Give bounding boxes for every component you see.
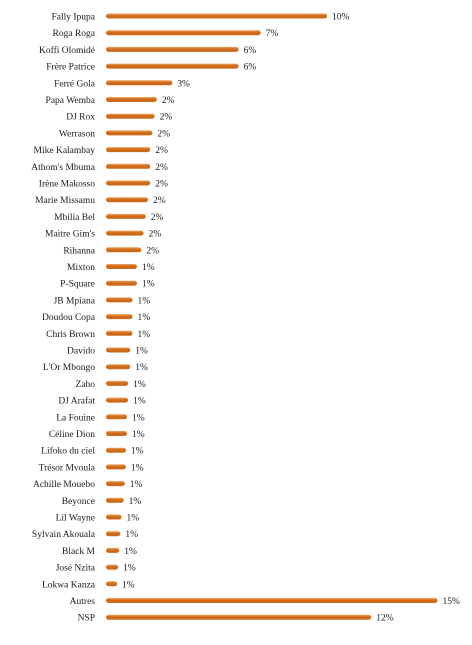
category-label: DJ Arafat	[58, 396, 95, 407]
category-labels	[31, 13, 96, 624]
value-label: 1%	[137, 313, 151, 324]
bar	[106, 297, 133, 302]
bar	[106, 498, 124, 503]
bar	[106, 30, 261, 35]
value-label: 2%	[161, 96, 175, 106]
value-label: 1%	[137, 329, 151, 340]
value-label: 2%	[148, 229, 162, 240]
value-label: 1%	[125, 530, 139, 541]
bar	[106, 431, 127, 436]
bar	[106, 47, 239, 52]
category-label: Koffi Olomidé	[38, 45, 95, 56]
category-label: NSP	[77, 613, 95, 624]
value-label: 15%	[442, 597, 460, 607]
bar	[106, 264, 137, 269]
category-label: Lifoko du ciel	[41, 446, 95, 457]
bar	[106, 164, 150, 169]
category-label: Ferré Gola	[54, 79, 95, 90]
category-label: Chris Brown	[46, 329, 95, 340]
category-label: L'Or Mbongo	[42, 363, 95, 374]
bar	[106, 581, 117, 586]
bar	[106, 464, 126, 469]
bar	[106, 364, 130, 369]
bar	[106, 80, 172, 85]
bar	[106, 147, 150, 152]
bar	[106, 331, 133, 336]
value-label: 2%	[157, 129, 171, 140]
category-label: Mike Kalambay	[33, 146, 95, 157]
bar	[106, 281, 137, 286]
bar	[106, 14, 327, 19]
category-label: Rihanna	[63, 246, 95, 257]
category-label: Céline Dion	[48, 430, 95, 440]
value-label: 2%	[150, 212, 164, 223]
value-label: 10%	[332, 12, 350, 23]
category-label: Fally Ipupa	[51, 12, 95, 23]
category-label: Lil Wayne	[55, 513, 95, 524]
category-label: Papa Wemba	[45, 96, 95, 106]
category-label: Maitre Gim's	[45, 229, 95, 240]
bar	[106, 181, 150, 186]
bar	[106, 531, 120, 536]
bar	[106, 214, 146, 219]
bar	[106, 548, 119, 553]
value-label: 2%	[146, 246, 160, 257]
value-label: 2%	[155, 146, 168, 157]
category-label: Black M	[62, 546, 95, 557]
value-label: 1%	[123, 563, 136, 574]
value-label: 1%	[133, 396, 146, 407]
category-label: Davido	[67, 346, 95, 357]
value-label: 7%	[265, 29, 279, 40]
category-label: La Fouine	[56, 413, 95, 424]
bar	[106, 231, 144, 236]
value-label: 2%	[159, 112, 173, 123]
category-label: Irène Makosso	[38, 179, 95, 190]
bar	[106, 598, 438, 603]
bar	[106, 247, 141, 252]
value-labels	[122, 13, 460, 624]
category-label: José Nzita	[55, 563, 95, 574]
value-label: 1%	[133, 379, 146, 390]
category-label: Autres	[69, 597, 95, 607]
value-label: 1%	[135, 346, 148, 357]
bar	[106, 481, 125, 486]
value-label: 1%	[130, 446, 144, 457]
bar	[106, 348, 130, 353]
bar	[106, 414, 127, 419]
value-label: 2%	[152, 196, 166, 207]
category-label: Mixton	[67, 263, 95, 273]
value-label: 1%	[122, 580, 135, 591]
value-label: 1%	[131, 430, 145, 440]
value-label: 1%	[141, 263, 155, 273]
category-label: Trésor Mvoula	[38, 463, 95, 474]
value-label: 1%	[130, 463, 144, 474]
value-label: 1%	[129, 480, 143, 491]
category-label: DJ Rox	[66, 112, 95, 123]
bar	[106, 64, 239, 69]
value-label: 1%	[141, 279, 155, 290]
category-label: Werrason	[58, 129, 95, 140]
value-label: 1%	[137, 296, 151, 307]
value-label: 2%	[155, 162, 168, 173]
bar	[106, 565, 118, 570]
category-label: Frère Patrice	[46, 62, 95, 73]
value-label: 12%	[376, 613, 394, 624]
category-label: Doudou Copa	[41, 313, 95, 324]
category-label: Roga Roga	[52, 29, 95, 40]
bar	[106, 398, 128, 403]
value-label: 3%	[177, 79, 190, 90]
value-label: 1%	[124, 546, 137, 557]
category-label: Athom's Mbuma	[31, 162, 95, 173]
category-label: JB Mpiana	[53, 296, 95, 307]
bar	[106, 615, 371, 620]
bar	[106, 381, 128, 386]
value-label: 1%	[126, 513, 140, 524]
value-label: 2%	[155, 179, 168, 190]
value-label: 1%	[135, 363, 148, 374]
bar	[106, 130, 152, 135]
bar	[106, 448, 126, 453]
category-label: Achille Mouebo	[32, 480, 95, 491]
value-label: 6%	[243, 62, 257, 73]
bar	[106, 197, 148, 202]
category-label: Lokwa Kanza	[41, 580, 95, 591]
value-label: 1%	[131, 413, 145, 424]
value-label: 1%	[128, 496, 142, 507]
category-label: Mbilia Bel	[54, 212, 95, 223]
category-label: Sylvain Akouala	[31, 530, 95, 541]
bar	[106, 97, 157, 102]
bars	[106, 14, 438, 620]
bar	[106, 515, 121, 520]
category-label: Marie Missamu	[35, 196, 95, 207]
category-label: Beyonce	[61, 496, 95, 507]
bar	[106, 314, 133, 319]
bar	[106, 114, 155, 119]
category-label: P-Square	[60, 279, 95, 290]
value-label: 6%	[243, 45, 257, 56]
category-label: Zaho	[75, 379, 95, 390]
